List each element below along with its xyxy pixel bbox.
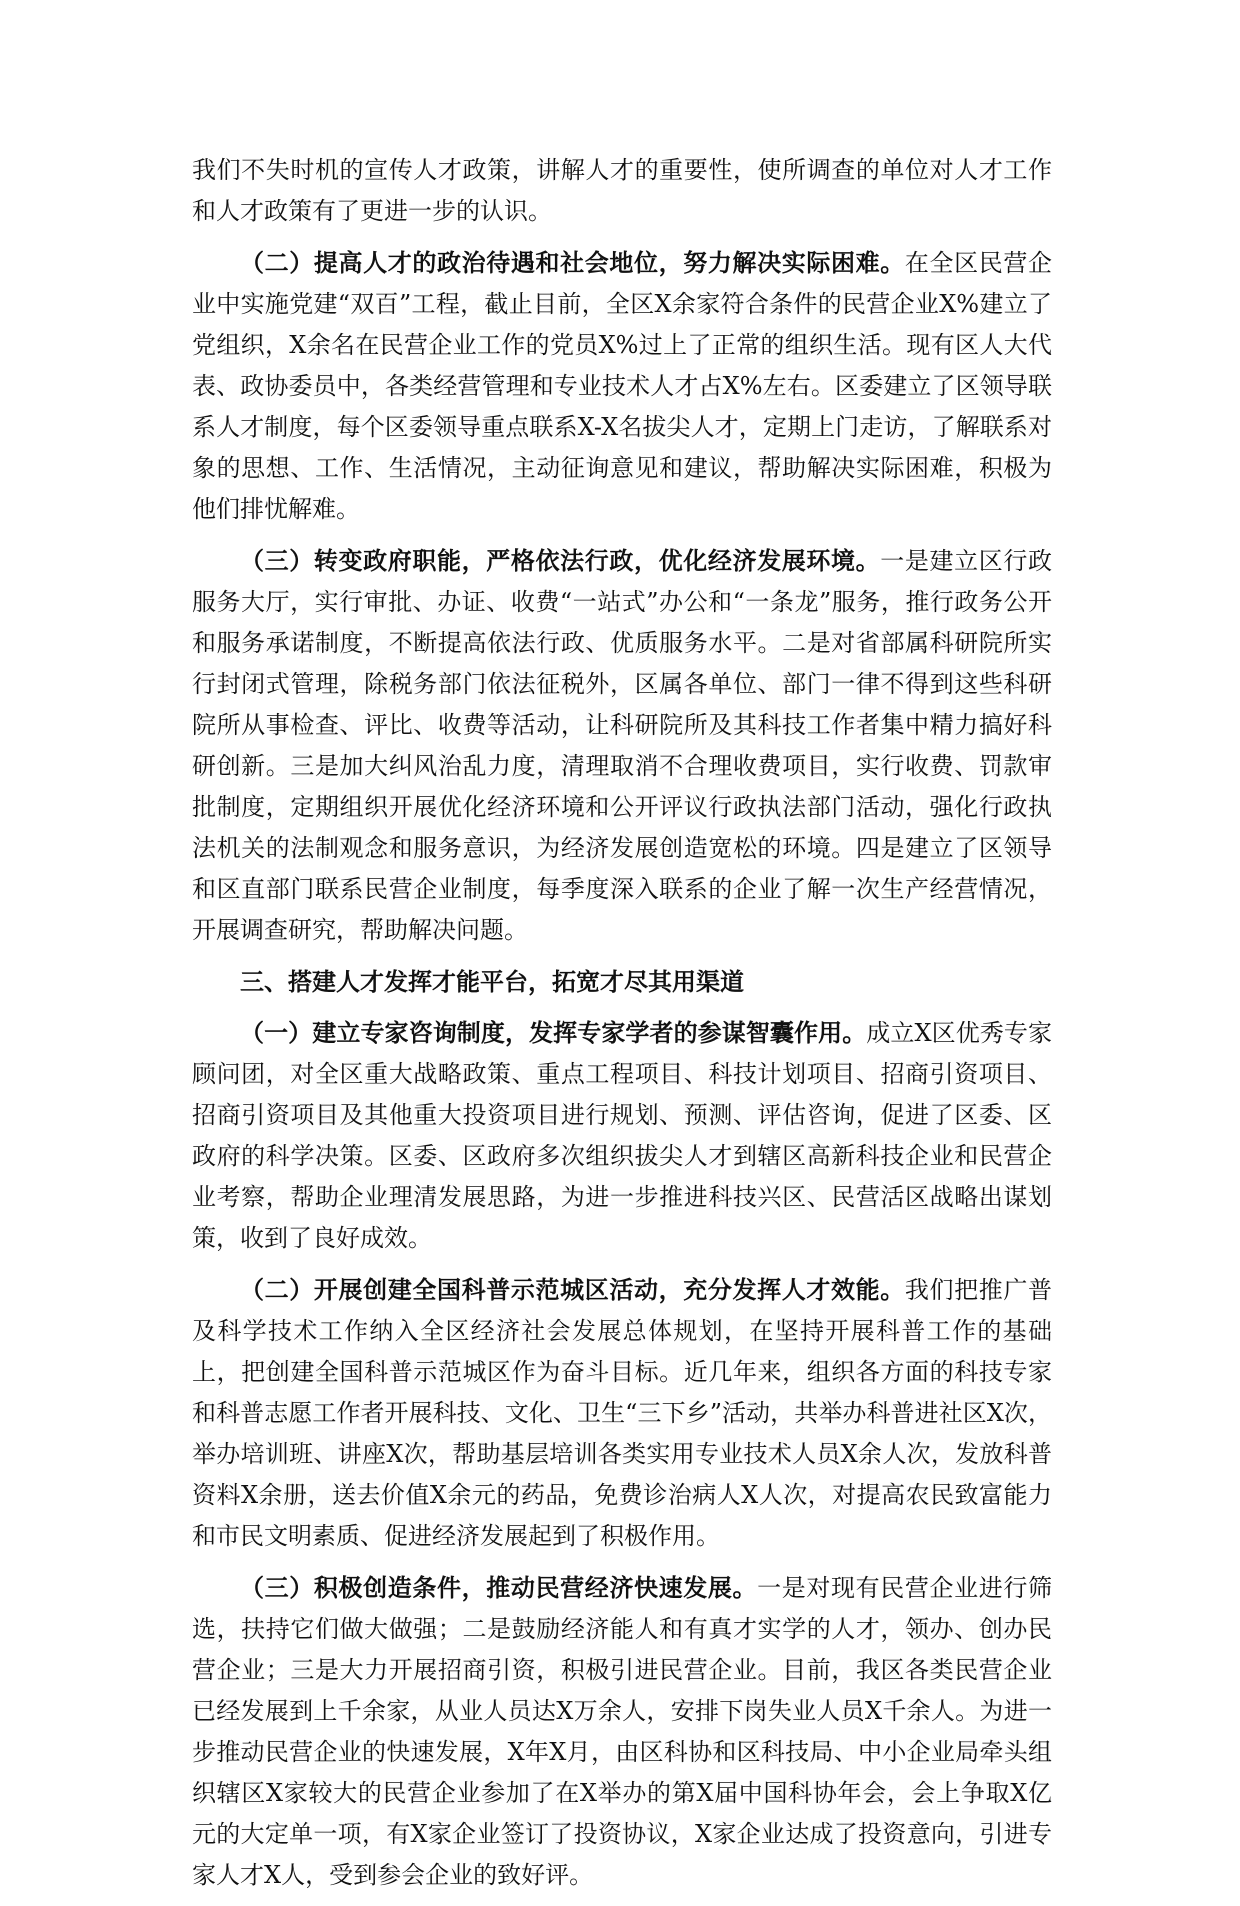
paragraph-text: 我们把推广普及科学技术工作纳入全区经济社会发展总体规划，在坚持开展科普工作的基础上，把创建全国科普示范城区作为奋斗目标。近几年来，组织各方面的科技专家和科普志愿工作者开展科技、文化、卫生“三下乡”活动，共举办科普进社区X次，举办培训班、讲座X次，帮助基层培训各类实用专业技术人员X余人次，发放科普资料X余册，送去价值X余元的药品，免费诊治病人X人次，对提高农民致富能力和市民文明素质、促进经济发展起到了积极作用。 (192, 1276, 1052, 1550)
paragraph-text: 我们不失时机的宣传人才政策，讲解人才的重要性，使所调查的单位对人才工作和人才政策有了更进一步的认识。 (192, 156, 1052, 225)
paragraph-lead: （一）建立专家咨询制度，发挥专家学者的参谋智囊作用。 (240, 1018, 867, 1047)
paragraph-lead: （三）积极创造条件，推动民营经济快速发展。 (240, 1573, 758, 1602)
paragraph-government-functions (192, 540, 1052, 951)
paragraph-text: 成立X区优秀专家顾问团，对全区重大战略政策、重点工程项目、科技计划项目、招商引资项目、招商引资项目及其他重大投资项目进行规划、预测、评估咨询，促进了区委、区政府的科学决策。区委、区政府多次组织拔尖人才到辖区高新科技企业和民营企业考察，帮助企业理清发展思路，为进一步推进科技兴区、民营活区战略出谋划策，收到了良好成效。 (192, 1019, 1052, 1252)
document-body (192, 150, 1052, 1906)
paragraph-science-popularization (192, 1269, 1052, 1557)
paragraph-political-treatment (192, 242, 1052, 530)
paragraph-text: 在全区民营企业中实施党建“双百”工程，截止目前，全区X余家符合条件的民营企业X%建立了党组织，X余名在民营企业工作的党员X%过上了正常的组织生活。现有区人大代表、政协委员中，各类经营管理和专业技术人才占X%左右。区委建立了区领导联系人才制度，每个区委领导重点联系X-X名拔尖人才，定期上门走访，了解联系对象的思想、工作、生活情况，主动征询意见和建议，帮助解决实际困难，积极为他们排忧解难。 (192, 249, 1052, 523)
paragraph-lead: （二）开展创建全国科普示范城区活动，充分发挥人才效能。 (240, 1275, 905, 1304)
paragraph-private-economy (192, 1567, 1052, 1896)
paragraph-continuation (192, 150, 1052, 232)
paragraph-text: 一是建立区行政服务大厅，实行审批、办证、收费“一站式”办公和“一条龙”服务，推行政务公开和服务承诺制度，不断提高依法行政、优质服务水平。二是对省部属科研院所实行封闭式管理，除税务部门依法征税外，区属各单位、部门一律不得到这些科研院所从事检查、评比、收费等活动，让科研院所及其科技工作者集中精力搞好科研创新。三是加大纠风治乱力度，清理取消不合理收费项目，实行收费、罚款审批制度，定期组织开展优化经济环境和公开评议行政执法部门活动，强化行政执法机关的法制观念和服务意识，为经济发展创造宽松的环境。四是建立了区领导和区直部门联系民营企业制度，每季度深入联系的企业了解一次生产经营情况，开展调查研究，帮助解决问题。 (192, 547, 1052, 944)
paragraph-lead: （二）提高人才的政治待遇和社会地位，努力解决实际困难。 (240, 248, 905, 277)
paragraph-text: 一是对现有民营企业进行筛选，扶持它们做大做强；二是鼓励经济能人和有真才实学的人才，领办、创办民营企业；三是大力开展招商引资，积极引进民营企业。目前，我区各类民营企业已经发展到上千余家，从业人员达X万余人，安排下岗失业人员X千余人。为进一步推动民营企业的快速发展，X年X月，由区科协和区科技局、中小企业局牵头组织辖区X家较大的民营企业参加了在X举办的第X届中国科协年会，会上争取X亿元的大定单一项，有X家企业签订了投资协议，X家企业达成了投资意向，引进专家人才X人，受到参会企业的致好评。 (192, 1574, 1052, 1889)
paragraph-expert-consulting (192, 1012, 1052, 1259)
section-heading: 三、搭建人才发挥才能平台，拓宽才尽其用渠道 (240, 967, 744, 996)
paragraph-lead: （三）转变政府职能，严格依法行政，优化经济发展环境。 (240, 546, 881, 575)
